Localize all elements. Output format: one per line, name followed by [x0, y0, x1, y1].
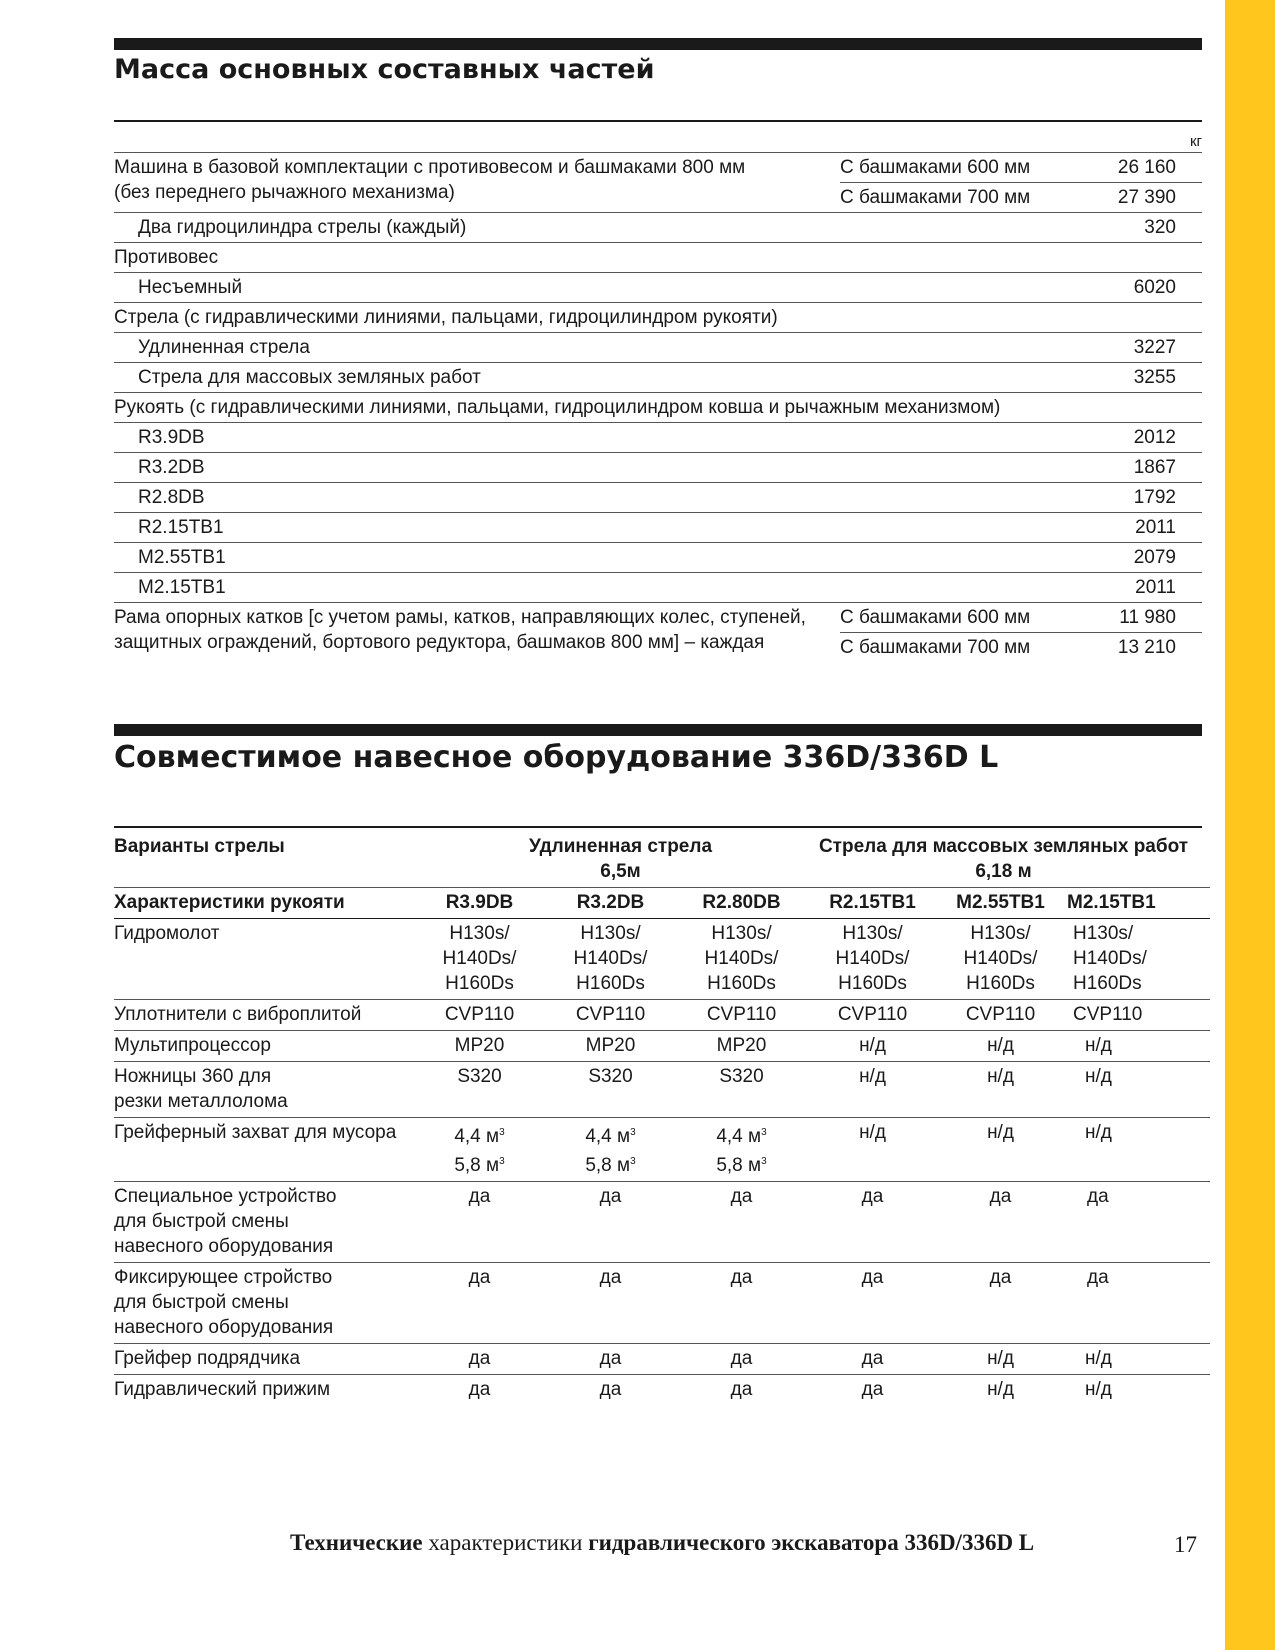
- table-cell: CVP110: [545, 1000, 676, 1031]
- table-cell: да: [545, 1375, 676, 1406]
- table-cell: н/д: [938, 1031, 1063, 1062]
- shoe-option: С башмаками 600 мм: [840, 603, 1076, 633]
- table-cell: CVP110: [938, 1000, 1063, 1031]
- table-cell: да: [545, 1182, 676, 1263]
- table-cell: 4,4 $м^3$ 5,8 $м^3$: [414, 1118, 545, 1182]
- table-cell: H130s/ H140Ds/ H160Ds: [545, 919, 676, 1000]
- table-cell: н/д: [1063, 1375, 1210, 1406]
- boom1-length: 6,5м: [600, 861, 641, 882]
- table-row: [114, 393, 1202, 423]
- table-cell: н/д: [807, 1031, 938, 1062]
- table-cell: да: [676, 1182, 807, 1263]
- table-cell: н/д: [938, 1375, 1063, 1406]
- table-row: [114, 919, 1210, 1000]
- table-cell: H130s/ H140Ds/ H160Ds: [676, 919, 807, 1000]
- mass-value: 13 210: [1076, 633, 1202, 663]
- table-row: [114, 1118, 1210, 1182]
- table-row: [114, 1031, 1210, 1062]
- table-cell: да: [545, 1263, 676, 1344]
- table-row: [114, 423, 1202, 453]
- base-machine-label: Машина в базовой комплектации с противовесом и башмаками 800 мм: [114, 157, 746, 178]
- table-row: [114, 513, 1202, 543]
- mass-value: 320: [1076, 213, 1202, 243]
- mass-value: [1076, 243, 1202, 273]
- base-machine-label-2: (без переднего рычажного механизма): [114, 182, 455, 203]
- table-cell: н/д: [938, 1118, 1063, 1182]
- table-cell: S320: [414, 1062, 545, 1118]
- table-cell: да: [807, 1263, 938, 1344]
- table-cell: да: [807, 1344, 938, 1375]
- table-row: [114, 1182, 1210, 1263]
- table-cell: CVP110: [1063, 1000, 1210, 1031]
- shoe-option: С башмаками 700 мм: [840, 633, 1076, 663]
- table-cell: да: [545, 1344, 676, 1375]
- footer-normal: характеристики: [422, 1530, 589, 1555]
- table-row: [114, 1263, 1210, 1344]
- table-cell: CVP110: [414, 1000, 545, 1031]
- table-cell: H130s/ H140Ds/ H160Ds: [414, 919, 545, 1000]
- stick-header: R2.15TB1: [807, 888, 938, 919]
- yellow-side-stripe: [1225, 0, 1275, 1650]
- boom2-length: 6,18 м: [975, 861, 1032, 882]
- table-cell: CVP110: [676, 1000, 807, 1031]
- mass-value: 27 390: [1076, 183, 1202, 213]
- table-cell: да: [676, 1344, 807, 1375]
- table-row: [114, 543, 1202, 573]
- table-cell: H130s/ H140Ds/ H160Ds: [938, 919, 1063, 1000]
- table-row: [114, 603, 1202, 633]
- mass-value: 2011: [1076, 513, 1202, 543]
- table-row: [114, 303, 1202, 333]
- unit-label: кг: [1189, 133, 1202, 150]
- stick-header: M2.15TB1: [1063, 888, 1210, 919]
- table-cell: да: [676, 1375, 807, 1406]
- table-cell: CVP110: [807, 1000, 938, 1031]
- table-row: [114, 1062, 1210, 1118]
- mass-value: 26 160: [1076, 153, 1202, 183]
- table-row: [114, 573, 1202, 603]
- stick-label: Характеристики рукояти: [114, 888, 414, 919]
- row-label: Удлиненная стрела: [114, 333, 1076, 363]
- mass-table: [114, 132, 1202, 662]
- table-row: [114, 213, 1202, 243]
- row-label: Грейфер подрядчика: [114, 1344, 414, 1375]
- table-row: [114, 363, 1202, 393]
- mass-value: 3227: [1076, 333, 1202, 363]
- table-cell: S320: [676, 1062, 807, 1118]
- table-cell: н/д: [938, 1062, 1063, 1118]
- mass-value: 11 980: [1076, 603, 1202, 633]
- table-cell: да: [807, 1182, 938, 1263]
- table-cell: S320: [545, 1062, 676, 1118]
- row-label: Стрела для массовых земляных работ: [114, 363, 1076, 393]
- table-cell: да: [807, 1375, 938, 1406]
- page-number: 17: [1174, 1532, 1197, 1557]
- table-cell: н/д: [1063, 1118, 1210, 1182]
- row-label: Фиксирующее стройство для быстрой смены навесного оборудования: [114, 1263, 414, 1344]
- stick-header: M2.55TB1: [938, 888, 1063, 919]
- mass-value: [1076, 303, 1202, 333]
- row-label: Стрела (с гидравлическими линиями, пальцами, гидроцилиндром рукояти): [114, 303, 1076, 333]
- table-header-row: [114, 888, 1210, 919]
- table-cell: да: [1063, 1263, 1210, 1344]
- table-cell: 4,4 $м^3$ 5,8 $м^3$: [545, 1118, 676, 1182]
- table-row: [114, 453, 1202, 483]
- table-cell: да: [414, 1344, 545, 1375]
- table-cell: да: [414, 1375, 545, 1406]
- row-label: Несъемный: [114, 273, 1076, 303]
- mass-value: 3255: [1076, 363, 1202, 393]
- table-row: [114, 243, 1202, 273]
- row-label: Ножницы 360 для резки металлолома: [114, 1062, 414, 1118]
- boom2-label: Стрела для массовых земляных работ: [818, 836, 1189, 857]
- row-label: Рукоять (с гидравлическими линиями, пальцами, гидроцилиндром ковша и рычажным механизмом): [114, 393, 1202, 423]
- table-cell: н/д: [1063, 1344, 1210, 1375]
- section2-top-rule: [114, 724, 1202, 736]
- table-cell: н/д: [938, 1344, 1063, 1375]
- row-label: R3.9DB: [114, 423, 1076, 453]
- table-cell: н/д: [1063, 1031, 1210, 1062]
- section2-title: Совместимое навесное оборудование 336D/336D L: [114, 740, 999, 775]
- row-label: Гидромолот: [114, 919, 414, 1000]
- row-label: Противовес: [114, 243, 1076, 273]
- mass-value: 1867: [1076, 453, 1202, 483]
- row-label: Два гидроцилиндра стрелы (каждый): [114, 213, 1076, 243]
- table-cell: H130s/ H140Ds/ H160Ds: [1063, 919, 1210, 1000]
- footer-bold-1: Технические: [290, 1530, 423, 1555]
- section1-title-rule: [114, 120, 1202, 122]
- table-cell: да: [938, 1182, 1063, 1263]
- boom1-label: Удлиненная стрела: [528, 836, 713, 857]
- table-row: [114, 1344, 1210, 1375]
- mass-value: 2011: [1076, 573, 1202, 603]
- table-header-row: [114, 828, 1210, 888]
- row-label: M2.15TB1: [114, 573, 1076, 603]
- track-frame-label-2: защитных ограждений, бортового редуктора, башмаков 800 мм] – каждая: [114, 632, 765, 653]
- table-cell: MP20: [545, 1031, 676, 1062]
- table-cell: да: [414, 1263, 545, 1344]
- table-cell: MP20: [414, 1031, 545, 1062]
- table-cell: 4,4 $м^3$ 5,8 $м^3$: [676, 1118, 807, 1182]
- table-cell: н/д: [807, 1118, 938, 1182]
- row-label: R2.15TB1: [114, 513, 1076, 543]
- row-label: Гидравлический прижим: [114, 1375, 414, 1406]
- row-label: Уплотнители с виброплитой: [114, 1000, 414, 1031]
- table-row: [114, 153, 1202, 183]
- shoe-option: С башмаками 600 мм: [840, 153, 1076, 183]
- compatibility-table: [114, 828, 1210, 1405]
- stick-header: R3.2DB: [545, 888, 676, 919]
- row-label: R2.8DB: [114, 483, 1076, 513]
- table-row: [114, 333, 1202, 363]
- table-row: [114, 483, 1202, 513]
- track-frame-label: Рама опорных катков [с учетом рамы, катков, направляющих колес, ступеней,: [114, 607, 806, 628]
- table-row: [114, 273, 1202, 303]
- table-cell: да: [414, 1182, 545, 1263]
- mass-value: 2012: [1076, 423, 1202, 453]
- mass-value: 6020: [1076, 273, 1202, 303]
- row-label: M2.55TB1: [114, 543, 1076, 573]
- mass-value: 1792: [1076, 483, 1202, 513]
- table-cell: да: [938, 1263, 1063, 1344]
- section1-top-rule: [114, 38, 1202, 50]
- stick-header: R2.80DB: [676, 888, 807, 919]
- table-row: [114, 1375, 1210, 1406]
- row-label: Грейферный захват для мусора: [114, 1118, 414, 1182]
- boom-options-label: Варианты стрелы: [114, 836, 285, 857]
- section1-title: Масса основных составных частей: [114, 54, 655, 85]
- row-label: R3.2DB: [114, 453, 1076, 483]
- row-label: Мультипроцессор: [114, 1031, 414, 1062]
- table-cell: да: [676, 1263, 807, 1344]
- footer-bold-2: гидравлического экскаватора 336D/336D L: [588, 1530, 1035, 1555]
- stick-header: R3.9DB: [414, 888, 545, 919]
- row-label: Специальное устройство для быстрой смены навесного оборудования: [114, 1182, 414, 1263]
- shoe-option: С башмаками 700 мм: [840, 183, 1076, 213]
- page-footer: [290, 1530, 1034, 1556]
- table-cell: H130s/ H140Ds/ H160Ds: [807, 919, 938, 1000]
- table-row: [114, 1000, 1210, 1031]
- table-cell: н/д: [807, 1062, 938, 1118]
- mass-value: 2079: [1076, 543, 1202, 573]
- table-cell: н/д: [1063, 1062, 1210, 1118]
- table-cell: да: [1063, 1182, 1210, 1263]
- table-cell: MP20: [676, 1031, 807, 1062]
